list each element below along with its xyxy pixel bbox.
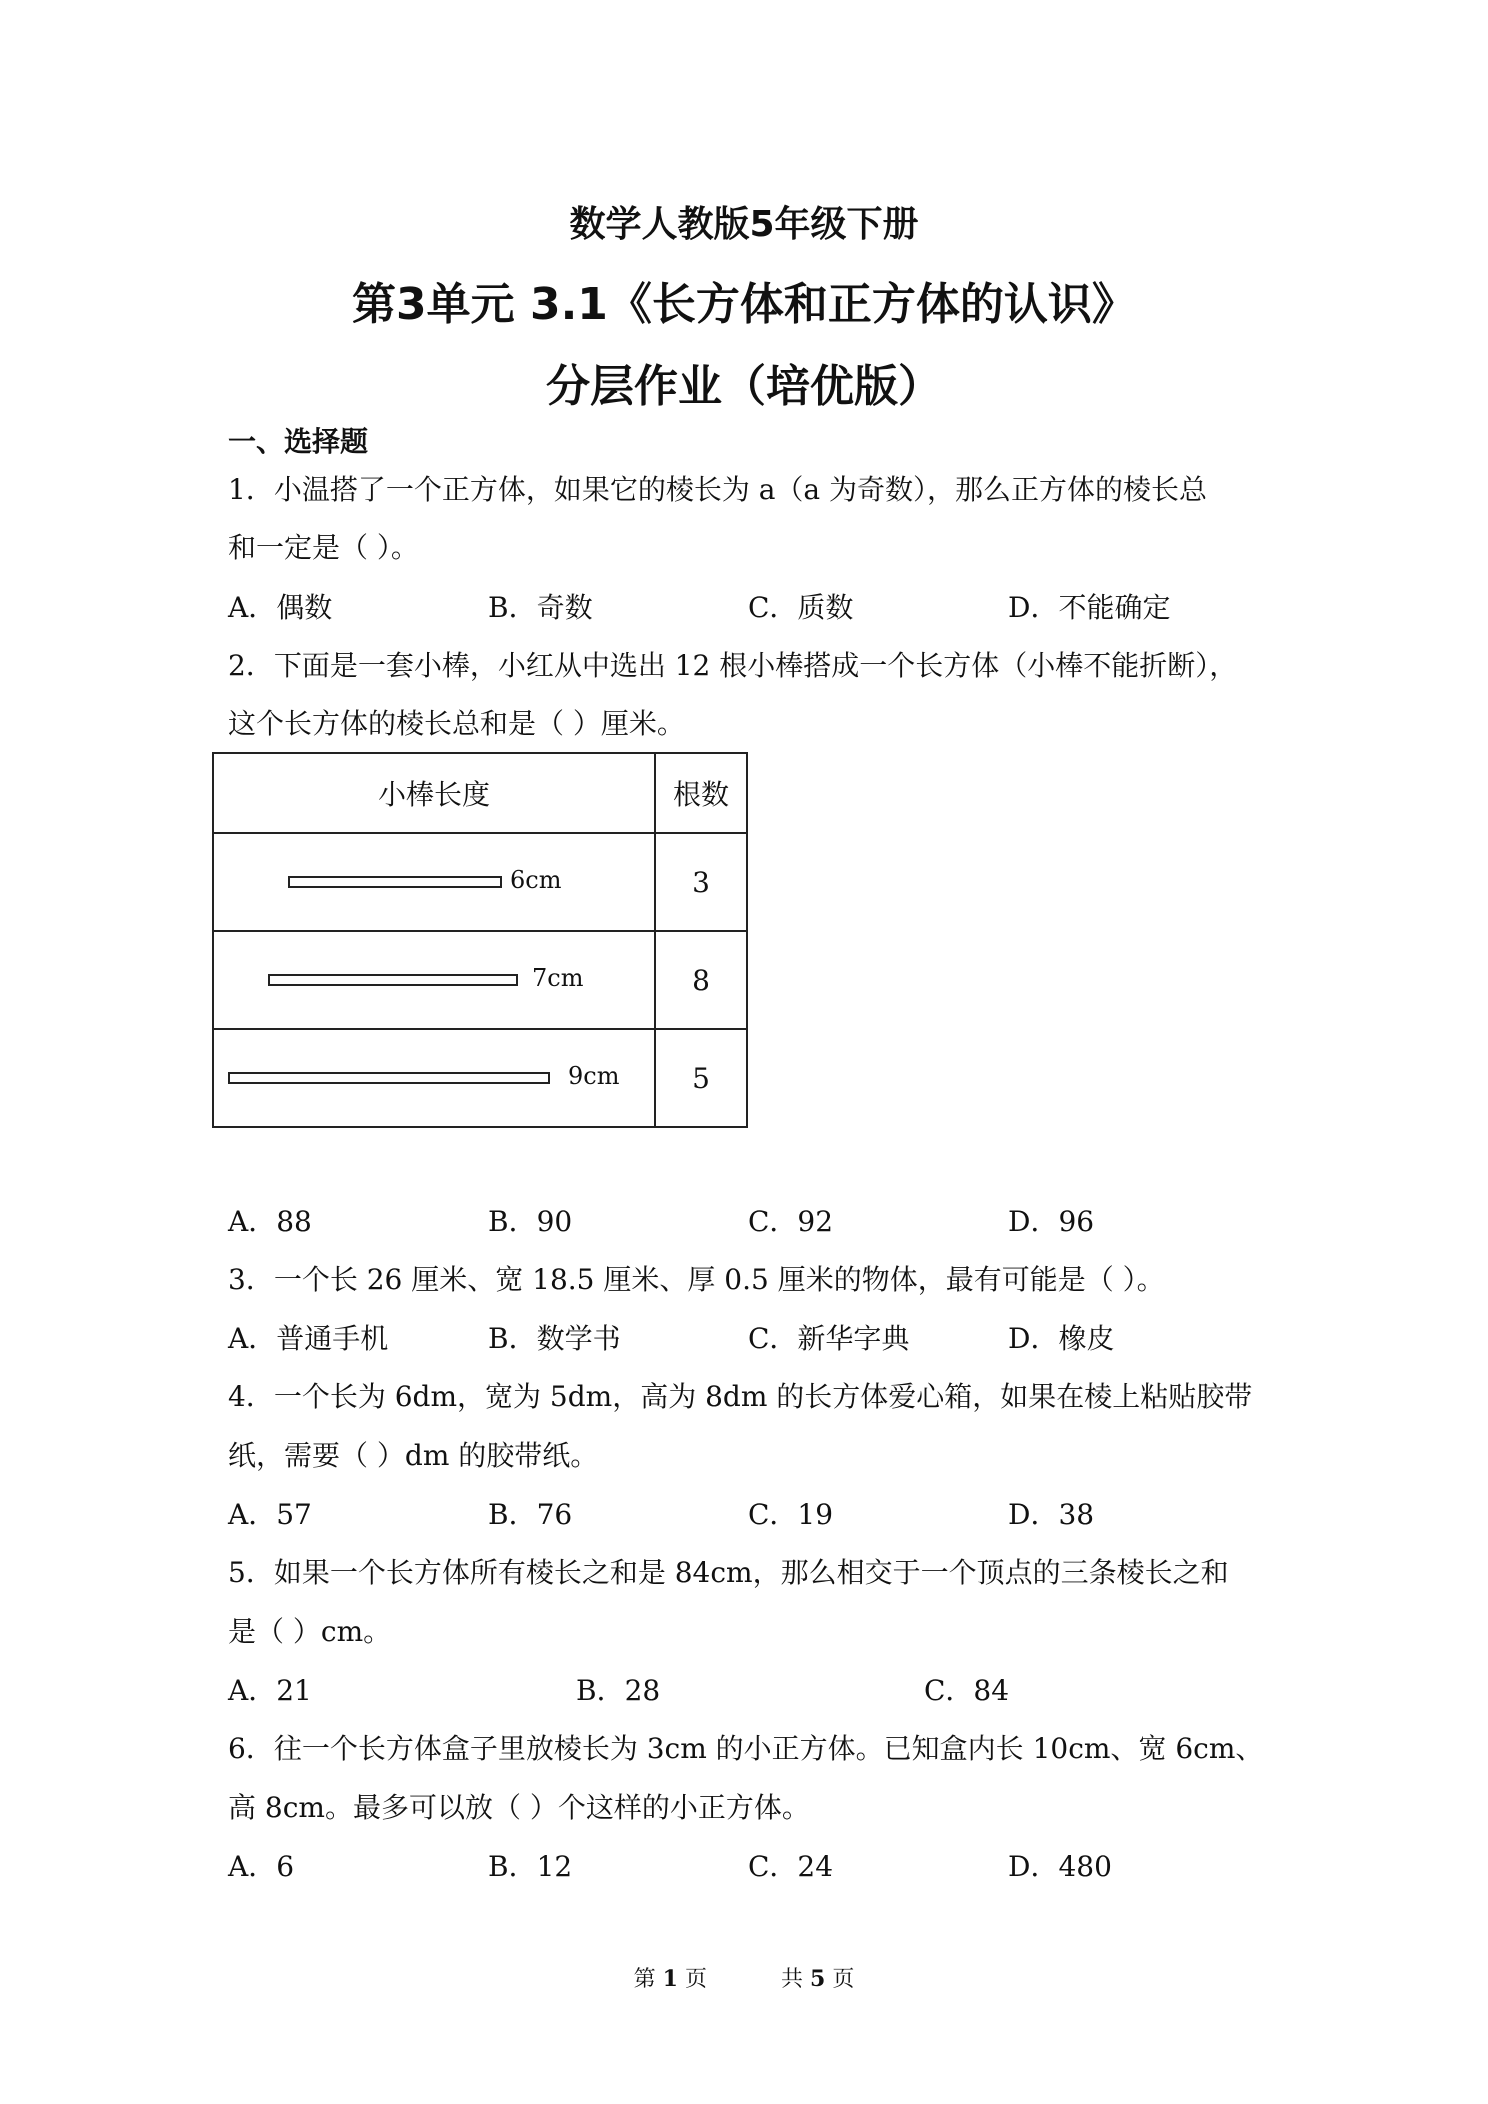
question-1-option-d: D．不能确定: [1008, 591, 1171, 624]
table-row: [213, 833, 747, 931]
question-2-option-d: D．96: [1008, 1205, 1095, 1238]
question-3-option-d: D．橡皮: [1008, 1322, 1115, 1355]
question-6-option-a: A．6: [228, 1850, 295, 1883]
footer-page-number: 1: [662, 1966, 678, 1992]
question-5-line-1: 5．如果一个长方体所有棱长之和是 84cm，那么相交于一个顶点的三条棱长之和: [228, 1556, 1229, 1589]
question-3-option-c: C．新华字典: [748, 1322, 910, 1355]
question-6-option-d: D．480: [1008, 1850, 1112, 1883]
footer-page-prefix: 第: [633, 1967, 656, 1992]
count-cell: 3: [655, 833, 747, 931]
header-stick-length: 小棒长度: [213, 753, 655, 833]
worksheet-title: 分层作业（培优版）: [546, 361, 942, 412]
stick-label: 7cm: [532, 964, 584, 992]
footer-total-prefix: 共: [781, 1967, 804, 1992]
question-5-option-c: C．84: [924, 1674, 1010, 1707]
stick-cell: [213, 1029, 655, 1127]
stick-6cm-icon: [288, 876, 502, 888]
footer-page-suffix: 页: [684, 1967, 707, 1992]
question-4-option-b: B．76: [488, 1498, 573, 1531]
section-heading: 一、选择题: [228, 425, 369, 458]
count-cell: 8: [655, 931, 747, 1029]
stick-9cm-icon: [228, 1072, 550, 1084]
stick-table: [212, 752, 748, 1128]
table-row: [213, 1029, 747, 1127]
question-1-line-1: 1．小温搭了一个正方体，如果它的棱长为 a（a 为奇数），那么正方体的棱长总: [228, 473, 1208, 506]
header-count: 根数: [655, 753, 747, 833]
question-5-option-a: A．21: [228, 1674, 312, 1707]
question-6-option-c: C．24: [748, 1850, 834, 1883]
question-3-line-1: 3．一个长 26 厘米、宽 18.5 厘米、厚 0.5 厘米的物体，最有可能是（ ）。: [228, 1263, 1165, 1296]
unit-title: 第3单元 3.1《长方体和正方体的认识》: [352, 279, 1136, 330]
question-2-option-b: B．90: [488, 1205, 573, 1238]
stick-cell: [213, 833, 655, 931]
stick-7cm-icon: [268, 974, 518, 986]
count-cell: 5: [655, 1029, 747, 1127]
footer-total-suffix: 页: [832, 1967, 855, 1992]
question-6-line-1: 6．往一个长方体盒子里放棱长为 3cm 的小正方体。已知盒内长 10cm、宽 6cm、: [228, 1732, 1264, 1765]
question-4-option-d: D．38: [1008, 1498, 1095, 1531]
question-3-option-a: A．普通手机: [228, 1322, 389, 1355]
question-4-option-a: A．57: [228, 1498, 312, 1531]
question-4-line-2: 纸，需要（ ）dm 的胶带纸。: [228, 1439, 599, 1472]
question-2-option-a: A．88: [228, 1205, 312, 1238]
question-4-option-c: C．19: [748, 1498, 834, 1531]
subject-title: 数学人教版5年级下册: [569, 204, 919, 245]
question-2-option-c: C．92: [748, 1205, 834, 1238]
question-5-option-b: B．28: [576, 1674, 661, 1707]
question-5-line-2: 是（ ）cm。: [228, 1615, 392, 1648]
question-2-line-2: 这个长方体的棱长总和是（ ）厘米。: [228, 707, 685, 740]
stick-table-header-row: [213, 753, 747, 833]
table-row: [213, 931, 747, 1029]
question-6-option-b: B．12: [488, 1850, 573, 1883]
question-1-option-b: B．奇数: [488, 591, 593, 624]
question-1-option-c: C．质数: [748, 591, 854, 624]
page-footer: [0, 1962, 1488, 1993]
question-2-line-1: 2．下面是一套小棒，小红从中选出 12 根小棒搭成一个长方体（小棒不能折断），: [228, 649, 1238, 682]
question-3-option-b: B．数学书: [488, 1322, 621, 1355]
question-1-option-a: A．偶数: [228, 591, 333, 624]
question-6-line-2: 高 8cm。最多可以放（ ）个这样的小正方体。: [228, 1791, 810, 1824]
question-1-line-2: 和一定是（ ）。: [228, 531, 419, 564]
stick-label: 9cm: [568, 1062, 620, 1090]
footer-total-number: 5: [810, 1966, 826, 1992]
stick-cell: [213, 931, 655, 1029]
question-4-line-1: 4．一个长为 6dm，宽为 5dm，高为 8dm 的长方体爱心箱，如果在棱上粘贴胶带: [228, 1380, 1253, 1413]
stick-label: 6cm: [510, 866, 562, 894]
